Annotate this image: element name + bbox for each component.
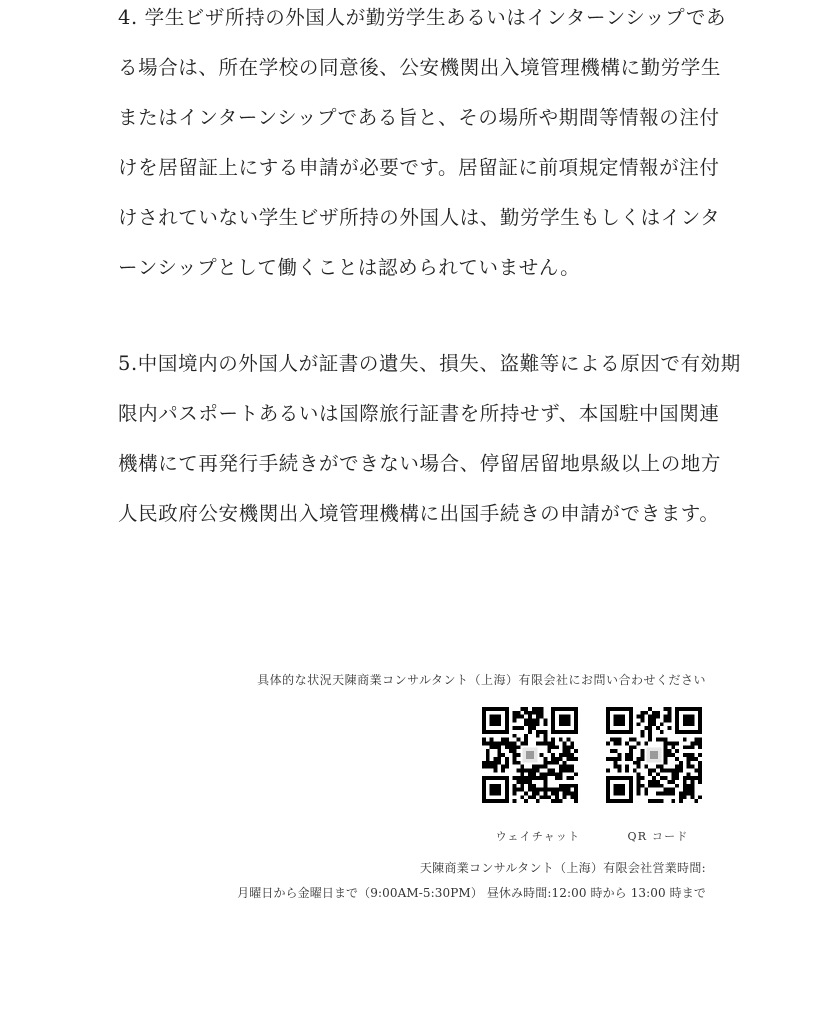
section-4-paragraph — [118, 6, 727, 308]
text-line: またはインターンシップである旨と、その場所や期間等情報の注付 — [118, 106, 720, 129]
text-line: 5.中国境内の外国人が証書の遺失、損失、盗難等による原因で有効期 — [118, 352, 741, 375]
qr-code-label: QR コード — [627, 830, 689, 843]
business-hours-detail: 月曜日から金曜日まで（9:00AM-5:30PM） 昼休み時間:12:00 時から 13:00 時まで — [237, 886, 706, 900]
text-line: 4. 学生ビザ所持の外国人が勤労学生あるいはインターンシップであ — [118, 6, 727, 29]
text-line: ーンシップとして働くことは認められていません。 — [118, 256, 581, 279]
business-hours-title: 天陳商業コンサルタント（上海）有限会社営業時間: — [419, 861, 706, 875]
text-line: 機構にて再発行手続きができない場合、停留居留地県級以上の地方 — [118, 452, 722, 475]
contact-note: 具体的な状況天陳商業コンサルタント（上海）有限会社にお問い合わせください — [257, 673, 706, 687]
text-line: けを居留証上にする申請が必要です。居留証に前項規定情報が注付 — [118, 156, 720, 179]
qr-code-icon[interactable] — [606, 707, 702, 803]
section-5-paragraph — [118, 352, 741, 554]
text-line: 人民政府公安機関出入境管理機構に出国手続きの申請ができます。 — [118, 502, 720, 525]
text-line: けされていない学生ビザ所持の外国人は、勤労学生もしくはインタ — [118, 206, 721, 229]
text-line: 限内パスポートあるいは国際旅行証書を所持せず、本国駐中国関連 — [118, 402, 720, 425]
wechat-label: ウェイチャット — [495, 830, 581, 843]
wechat-qr-code-icon[interactable] — [482, 707, 578, 803]
text-line: る場合は、所在学校の同意後、公安機関出入境管理機構に勤労学生 — [118, 56, 722, 79]
